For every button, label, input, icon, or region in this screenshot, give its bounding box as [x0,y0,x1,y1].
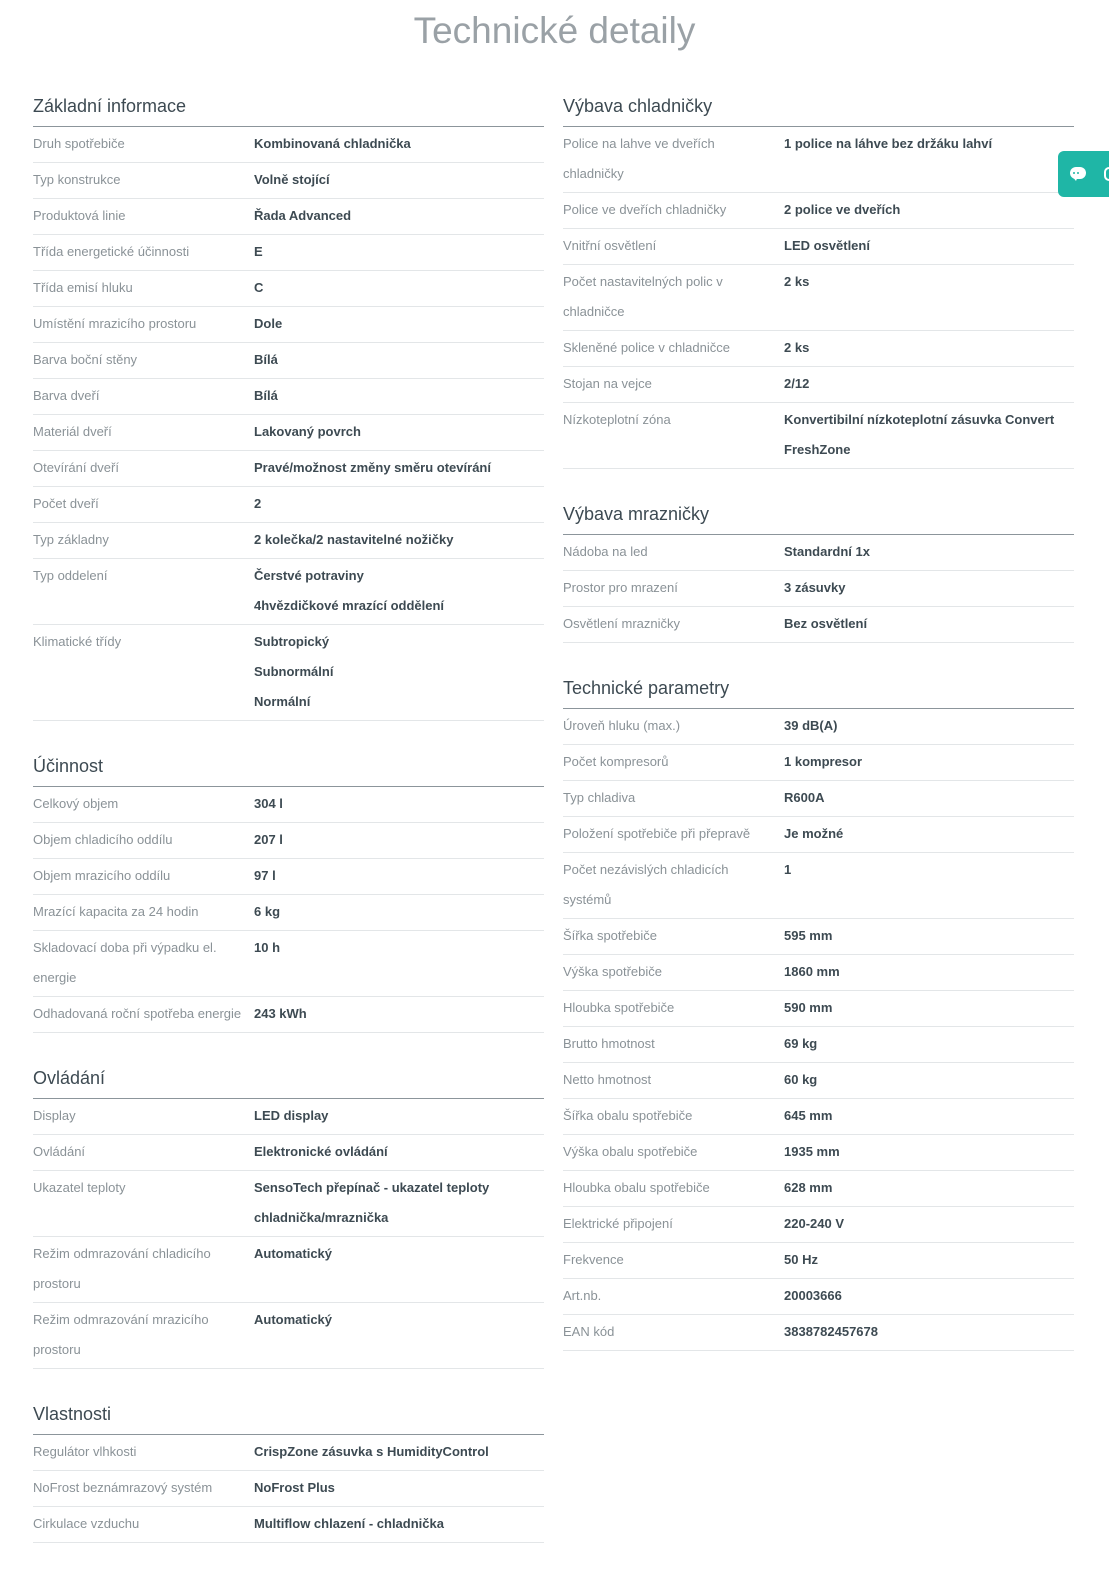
spec-label: Hloubka obalu spotřebiče [563,1180,710,1195]
spec-value [784,1245,1074,1275]
spec-value [784,855,1074,915]
spec-row [33,415,544,451]
spec-row [563,1315,1074,1351]
spec-label: Počet nastavitelných polic v chladničce [563,274,723,319]
spec-value-line: Dole [254,316,283,331]
spec-value-line: E [254,244,263,259]
section-title: Ovládání [33,1066,544,1099]
spec-label: Počet dveří [33,496,99,511]
spec-value [784,573,1074,603]
spec-value-line: Bílá [254,388,278,403]
spec-label: Typ chladiva [563,790,636,805]
spec-label: Šířka spotřebiče [563,928,657,943]
spec-value [254,1473,544,1503]
spec-value [784,609,1074,639]
spec-value-line: 2 ks [784,340,810,355]
section-zakladni-informace [33,94,544,721]
spec-value [254,201,544,231]
spec-label: Regulátor vlhkosti [33,1444,137,1459]
spec-value [254,489,544,519]
spec-value-line: 6 kg [254,904,281,919]
page-title: Technické detaily [413,10,696,51]
spec-value-line: 69 kg [784,1036,818,1051]
section-title: Výbava mrazničky [563,502,1074,535]
spec-row [563,607,1074,643]
spec-row [33,625,544,721]
spec-label: Druh spotřebiče [33,136,125,151]
spec-value-line: Konvertibilní nízkoteplotní zásuvka Convert FreshZone [784,412,1055,457]
spec-value-line: 3 zásuvky [784,580,846,595]
spec-row [33,1135,544,1171]
spec-row [33,307,544,343]
spec-row [33,787,544,823]
spec-value [784,783,1074,813]
spec-value [254,789,544,819]
spec-value-line: 220-240 V [784,1216,844,1231]
spec-value [784,819,1074,849]
spec-row [33,1303,544,1369]
spec-label: Klimatické třídy [33,634,122,649]
spec-value-line: 50 Hz [784,1252,818,1267]
spec-value-line: Volně stojící [254,172,330,187]
spec-value [784,1209,1074,1239]
spec-label: Třída emisí hluku [33,280,133,295]
spec-row [33,487,544,523]
spec-value [254,861,544,891]
spec-label: Barva boční stěny [33,352,138,367]
spec-row [563,1063,1074,1099]
spec-value [784,1065,1074,1095]
spec-value [254,825,544,855]
spec-row [33,1435,544,1471]
spec-label: Stojan na vejce [563,376,652,391]
spec-value-line: 1 police na láhve bez držáku lahví [784,136,993,151]
spec-label: Mrazící kapacita za 24 hodin [33,904,199,919]
spec-value [784,195,1074,225]
spec-value [784,711,1074,741]
spec-value-line: LED display [254,1108,329,1123]
spec-value-line: CrispZone zásuvka s HumidityControl [254,1444,489,1459]
spec-value-line: Multiflow chlazení - chladnička [254,1516,444,1531]
spec-label: Ovládání [33,1144,86,1159]
spec-row [563,1171,1074,1207]
spec-value [784,1101,1074,1131]
spec-row [33,1099,544,1135]
section-vlastnosti [33,1402,544,1543]
spec-value-line: 10 h [254,940,281,955]
spec-label: Police ve dveřích chladničky [563,202,727,217]
spec-value-line: Bez osvětlení [784,616,868,631]
spec-label: Display [33,1108,76,1123]
spec-value-line: 304 l [254,796,283,811]
spec-row [33,1171,544,1237]
spec-value [784,957,1074,987]
spec-label: NoFrost beznámrazový systém [33,1480,213,1495]
spec-value-line: 1860 mm [784,964,840,979]
spec-value-line: Elektronické ovládání [254,1144,388,1159]
spec-label: Položení spotřebiče při přepravě [563,826,751,841]
spec-label: Nízkoteplotní zóna [563,412,671,427]
section-title: Výbava chladničky [563,94,1074,127]
spec-value-line: Automatický [254,1246,333,1261]
spec-label: Třída energetické účinnosti [33,244,190,259]
spec-value [254,525,544,555]
spec-value [784,1317,1074,1347]
spec-row [563,709,1074,745]
spec-value [784,405,1074,465]
spec-row [563,781,1074,817]
spec-row [33,199,544,235]
spec-row [33,127,544,163]
spec-row [33,1507,544,1543]
section-vybava-mraznicky [563,502,1074,643]
spec-label: Celkový objem [33,796,119,811]
spec-value-line: NoFrost Plus [254,1480,335,1495]
spec-row [33,1237,544,1303]
spec-label: Úroveň hluku (max.) [563,718,681,733]
spec-value [784,1137,1074,1167]
spec-value-line: 20003666 [784,1288,842,1303]
spec-label: Netto hmotnost [563,1072,652,1087]
spec-value-line: 2 [254,496,262,511]
spec-value [784,1173,1074,1203]
spec-value [254,1305,544,1365]
spec-label: Počet kompresorů [563,754,669,769]
spec-label: Počet nezávislých chladicích systémů [563,862,729,907]
spec-value-line: Řada Advanced [254,208,352,223]
spec-value-line: 97 l [254,868,276,883]
spec-row [563,265,1074,331]
section-ovladani [33,1066,544,1369]
spec-label: Režim odmrazování mrazicího prostoru [33,1312,209,1357]
spec-value-line: Lakovaný povrch [254,424,361,439]
section-technicke-parametry [563,676,1074,1351]
spec-row [33,895,544,931]
spec-row [563,229,1074,265]
spec-value-line: 1 kompresor [784,754,863,769]
spec-value-line: 1935 mm [784,1144,840,1159]
spec-label: Umístění mrazicího prostoru [33,316,197,331]
spec-row [33,343,544,379]
spec-value [254,1101,544,1131]
spec-value-line: 3838782457678 [784,1324,878,1339]
chat-icon [1070,167,1086,181]
spec-row [563,817,1074,853]
spec-row [563,955,1074,991]
spec-row [33,859,544,895]
spec-value [254,1437,544,1467]
spec-row [563,193,1074,229]
spec-value-line: 39 dB(A) [784,718,838,733]
spec-row [563,1027,1074,1063]
spec-value [254,309,544,339]
spec-value [254,1173,544,1233]
spec-row [33,523,544,559]
spec-label: Nádoba na led [563,544,648,559]
spec-value [254,1239,544,1299]
spec-row [563,919,1074,955]
spec-value-line: Čerstvé potraviny [254,568,364,583]
spec-value-line: LED osvětlení [784,238,870,253]
spec-value-line: Standardní 1x [784,544,870,559]
spec-label: Produktová linie [33,208,126,223]
spec-label: Typ oddelení [33,568,108,583]
spec-value [254,999,544,1029]
spec-value-line: 2 kolečka/2 nastavitelné nožičky [254,532,454,547]
spec-label: Osvětlení mrazničky [563,616,681,631]
spec-label: Vnitřní osvětlení [563,238,657,253]
spec-label: Typ základny [33,532,109,547]
spec-label: Objem mrazicího oddílu [33,868,171,883]
spec-value [254,627,544,717]
spec-value-line: 243 kWh [254,1006,307,1021]
spec-label: EAN kód [563,1324,615,1339]
spec-value-line: 645 mm [784,1108,833,1123]
spec-row [563,853,1074,919]
spec-value [784,921,1074,951]
spec-value [254,165,544,195]
spec-value [254,1137,544,1167]
spec-value-line: 207 l [254,832,283,847]
spec-value [254,453,544,483]
spec-value-line: 2 ks [784,274,810,289]
section-vybava-chladnicky [563,94,1074,469]
spec-value [784,333,1074,363]
spec-value [254,1509,544,1539]
section-ucinnost [33,754,544,1033]
spec-value-line: 628 mm [784,1180,833,1195]
spec-row [33,379,544,415]
spec-label: Režim odmrazování chladicího prostoru [33,1246,211,1291]
spec-value [254,381,544,411]
spec-value-line: 2/12 [784,376,810,391]
spec-label: Police na lahve ve dveřích chladničky [563,136,715,181]
spec-row [563,745,1074,781]
spec-label: Odhadovaná roční spotřeba energie [33,1006,242,1021]
spec-value [254,417,544,447]
section-title: Vlastnosti [33,1402,544,1435]
spec-value-line: 60 kg [784,1072,818,1087]
spec-row [33,271,544,307]
spec-value [254,897,544,927]
spec-row [563,571,1074,607]
spec-value [784,993,1074,1023]
spec-label: Výška spotřebiče [563,964,662,979]
spec-value-line: C [254,280,264,295]
spec-label: Otevírání dveří [33,460,119,475]
spec-value [784,129,1074,189]
spec-value-line: SensoTech přepínač - ukazatel teploty chladnička/mraznička [254,1180,490,1225]
spec-row [563,1279,1074,1315]
spec-label: Barva dveří [33,388,100,403]
spec-value-line: Automatický [254,1312,333,1327]
spec-value [784,747,1074,777]
spec-value-line: Je možné [784,826,844,841]
spec-value [784,231,1074,261]
spec-row [33,451,544,487]
spec-value-line: R600A [784,790,825,805]
spec-label: Prostor pro mrazení [563,580,678,595]
spec-row [33,997,544,1033]
spec-label: Ukazatel teploty [33,1180,126,1195]
section-title: Základní informace [33,94,544,127]
spec-label: Objem chladicího oddílu [33,832,173,847]
spec-value [784,369,1074,399]
spec-row [563,1099,1074,1135]
spec-row [33,163,544,199]
spec-label: Skleněné police v chladničce [563,340,730,355]
spec-row [563,1243,1074,1279]
spec-value-line: Bílá [254,352,278,367]
spec-value [784,267,1074,327]
spec-row [563,1207,1074,1243]
spec-value [254,933,544,993]
spec-row [563,1135,1074,1171]
spec-value-line: Subnormální [254,664,334,679]
spec-label: Hloubka spotřebiče [563,1000,675,1015]
spec-row [563,127,1074,193]
spec-value-line: 1 [784,862,792,877]
spec-value [254,237,544,267]
spec-value-line: Pravé/možnost změny směru otevírání [254,460,491,475]
chat-secondary-icon [1104,167,1109,181]
spec-row [33,823,544,859]
spec-label: Skladovací doba při výpadku el. energie [33,940,217,985]
spec-row [33,235,544,271]
spec-value [254,273,544,303]
spec-label: Frekvence [563,1252,624,1267]
spec-row [563,991,1074,1027]
spec-value-line: 4hvězdičkové mrazící oddělení [254,598,445,613]
spec-value-line: Kombinovaná chladnička [254,136,411,151]
spec-label: Výška obalu spotřebiče [563,1144,698,1159]
spec-row [563,367,1074,403]
spec-value-line: Normální [254,694,311,709]
spec-row [563,331,1074,367]
left-column [33,94,544,1576]
spec-value [784,1281,1074,1311]
spec-row [563,403,1074,469]
spec-value-line: Subtropický [254,634,330,649]
spec-label: Elektrické připojení [563,1216,673,1231]
spec-value [784,1029,1074,1059]
spec-label: Art.nb. [563,1288,602,1303]
chat-button[interactable] [1058,151,1109,197]
spec-row [33,1471,544,1507]
right-column [563,94,1074,1384]
spec-value [254,129,544,159]
spec-row [563,535,1074,571]
spec-value [254,345,544,375]
spec-row [33,931,544,997]
spec-value [784,537,1074,567]
spec-value-line: 2 police ve dveřích [784,202,901,217]
section-title: Účinnost [33,754,544,787]
spec-label: Brutto hmotnost [563,1036,655,1051]
spec-label: Typ konstrukce [33,172,121,187]
spec-label: Materiál dveří [33,424,112,439]
section-title: Technické parametry [563,676,1074,709]
spec-value-line: 590 mm [784,1000,833,1015]
spec-row [33,559,544,625]
spec-value-line: 595 mm [784,928,833,943]
spec-label: Šířka obalu spotřebiče [563,1108,693,1123]
spec-value [254,561,544,621]
spec-label: Cirkulace vzduchu [33,1516,140,1531]
